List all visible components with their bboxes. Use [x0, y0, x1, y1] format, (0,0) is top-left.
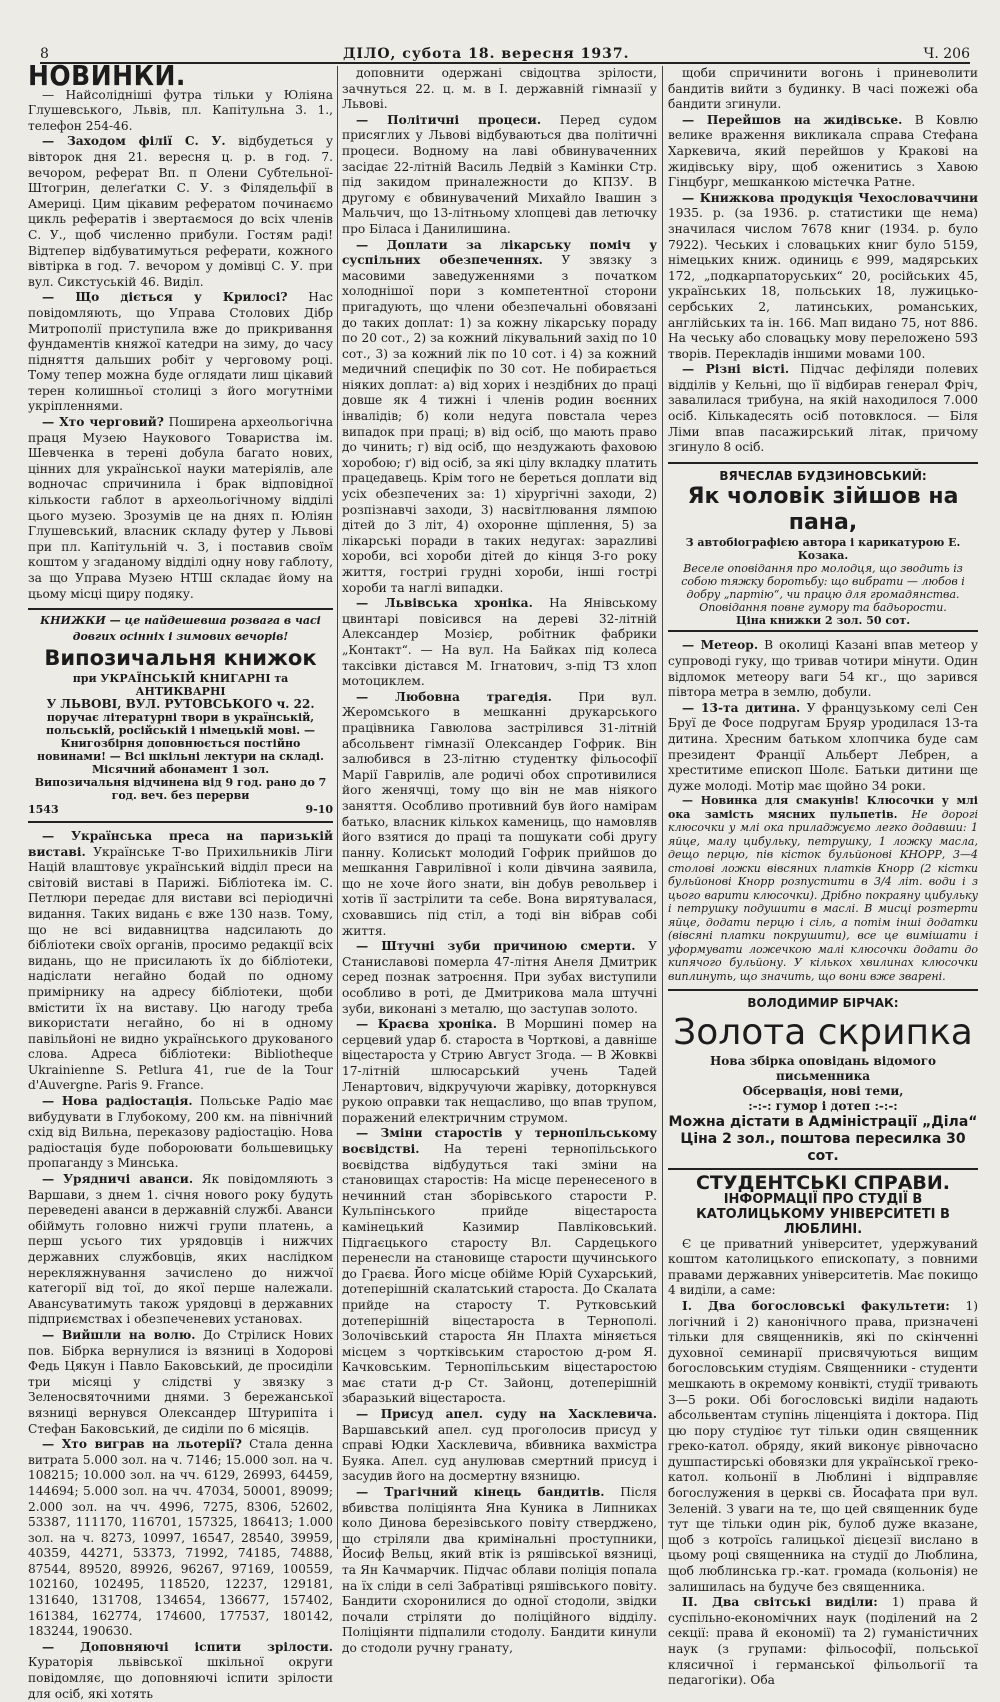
ad-tagline: КНИЖКИ — це найдешевша розвага в часі довгих осінніх і зимових вечорів! — [40, 614, 321, 643]
news-item: — Доповняючі іспити зрілости. Кураторія львівської шкільної округи повідомляє, що доповняючі іспити зрілости для осіб, які хотять — [28, 1639, 333, 1701]
fiddle-sub: Обсервація, нові теми, — [742, 1083, 904, 1098]
news-item: — Найсолідніші футра тільки у Юліяна Глушевського, Львів, пл. Капітульна 3. 1., телефон 254-46. — [28, 87, 333, 133]
fiddle-title: Золота скрипка — [673, 1011, 973, 1053]
fiddle-advertisement — [668, 989, 978, 1170]
news-item: доповнити одержані свідоцтва зрілости, зачнуться 22. ц. м. в I. державній гімназії у Львові. — [342, 66, 657, 112]
news-item: — 13-та дитина. У французькому селі Сен Бруї де Фосе подругам Бруяр уродилася 13-та дитина. Хресним батьком хлопчика буде сам президент Франції Альберт Лебрен, а хреститиме епископ Шолє. Батьки дитини ще дуже молоді. Мотір має щойно 34 роки. — [668, 700, 978, 793]
fiddle-price: Ціна 2 зол., поштова пересилка 30 сот. — [680, 1130, 966, 1164]
news-item: — Трагічний кінець бандитів. Після вбивства поліціянта Яна Куника в Липниках коло Динова березівського повіту стверджено, що стріляли два кримінальні проступники, Йосиф Вельц, який втік із ряшівської вязниці, та Ян Качмарчик. Підчас облави поліція попала на їх сліди в селі Забратівці ряшівського повіту. Бандити схоронилися до одної стодоли, звідки почали стріляти до поліційного відділу. Поліціянти підпалили стодолу. Бандити кинули до стодоли ручну гранату, — [342, 1485, 658, 1655]
book-description: Веселе оповідання про молодця, що зводить із собою тяжку боротьбу: що вибрати — любов і добру „партію“, чи працю для громадянства. Оповідання повне гумору та бадьорости. — [681, 562, 965, 615]
news-item: — Краєва хроніка. В Моршині помер на серцевий удар б. староста в Чорткові, а давніше віцестароста у Стрию Август Згода. — В Жовкві 17-літній шлюсарський учень Тадей Ленартович, відкручуючи жарівку, доторкнувся рукою оправки так нещасливо, що впав трупом, поражений електричним струмом. — [342, 1017, 658, 1125]
news-item: — Українська преса на паризькій виставі. Українське Т-во Прихильників Ліги Націй влаштовує український відділ преси на світовій виставі в Парижі. Бібліотека ім. С. Петлюри передає для вистави всі періодичні видання. Таких видань є вже 130 назв. Тому, що не всі видавництва надсилають до бібліотеки своїх органів, просимо редакції всіх видань, що не присилають їх до бібліотеки, надіслати негайно бодай по одному примірнику на адресу бібліотеки, щоби вмістити їх на виставу. Цю нагоду треба використати негайно, бо ні в одному павільйоні не видно українського друкованого слова. Адреса бібліотеки: Bibliotheque Ukrainienne S. Petlura 41, rue de la Tour d'Auvergne. Paris 9. France. — [28, 828, 334, 1093]
news-item: Є це приватний університет, удержуваний коштом католицького епископату, з повними правами державних університетів. Має покищо 4 виділи, а саме: — [668, 1236, 978, 1298]
news-item: II. Два світські виділи: 1) права й суспільно-економічних наук (поділений на 2 секції: права й економії) та 2) гуманістичних наук (з групами: фільософії, польської клясичної і германської фільольогії та педагогіки). Оба — [668, 1595, 979, 1688]
news-item: — Нова радіостація. Польське Радіо має вибудувати в Глубокому, 200 км. на північний схід від Вильна, переказову радіостацію. Нова радіостація буде побороювати большевицьку пропаганду з Минська. — [28, 1094, 334, 1171]
news-item: — Перейшов на жидівське. В Ковлю велике враження викликала справа Стефана Харкевича, який перейшов у Кракові на жидівську віру, щоб оженитись з Хавою Гінцбург, мешканкою містечка Ратне. — [668, 112, 978, 190]
student-section-title: СТУДЕНТСЬКІ СПРАВИ. — [695, 1171, 951, 1194]
ad-code: 9-10 — [305, 803, 333, 817]
ad-abonement: Місячний абонамент 1 зол. — [91, 763, 270, 777]
book-advertisement — [668, 462, 978, 633]
news-item: щоби спричинити вогонь і приневолити бандитів вийти з будинку. В часі пожежі оба бандити згинули. — [668, 66, 978, 112]
news-item: — Різні вісті. Підчас дефіляди полевих відділів у Кельні, що її відбирав генерал Фріч, завалилася трибуна, на якій находилося 7.000 осіб. Кількадесять осіб потовклося. — Біля Ліми впав пасажирський літак, причому згинуло 8 осіб. — [668, 362, 978, 455]
student-section-subtitle: ІНФОРМАЦІЇ ПРО СТУДІЇ В КАТОЛИЦЬКОМУ УНІВЕРСИТЕТІ В ЛЮБЛИНІ. — [696, 1191, 950, 1237]
column-3 — [668, 66, 979, 1688]
news-item: — Вийшли на волю. До Стрілиск Нових пов. Бібрка вернулися із вязниці в Ходорові Федь Цякун і Павло Баковський, де просиділи три місяці у слідстві у звязку з Зеленосвяточними днями. З бережанської вязниці вернувся Олександер Штурипіта і Стефан Баковський, де сиділи по 6 місяців. — [28, 1327, 333, 1436]
book-subtitle: З автобіографією автора і карикатурою Е. Козака. — [685, 536, 961, 563]
column-2 — [342, 66, 658, 1655]
section-title-novynky: НОВИНКИ. — [28, 59, 186, 92]
news-item: — Книжкова продукція Чехословаччини 1935. р. (за 1936. р. статистики ще нема) значилася числом 7678 книг (1934. р. було 7922). Чеських і словацьких книг було 5159, німецьких книж. одиниць є 999, мадярських 172, „подкарпаторуських“ 20, російських 45, українських 18, польських 18, лужицько-сербських 2, латинських, романських, англійських та ін. 166. Мап видано 75, нот 886. На чеську або словацьку мову переложено 593 творів. Перекладів іншими мовами 100. — [668, 190, 978, 361]
ad-code: 1543 — [28, 803, 59, 817]
fiddle-sub: :-:-: гумор і дотеп :-:-: — [748, 1098, 898, 1113]
recipe-item: — Новинка для смакунів! Клюсочки у млі ока замість мясних пульпетів. Не дорогі клюсочки у млі ока приладжуємо легко додавши: 1 яйце, малу цибульку, петрушку, 1 ложку масла, дещо перцю, пів кісток бульйонові КНОРР, 3—4 столові ложки вівсяних платків Кнорр (2 кістки бульйонові Кнорр розпустити в 3/4 літ. води і з цього варити клюсочки). Дрібно покраяну цибульку і петрушку подушити в маслі. В мисці розтерти яйце, додати перцю і сіль, а потім інші додатки (вівсяні платки покрушити), все це вимішати і уформувати ложечкою малі клюсочки додати до кипячого бульйону. У кількох хвилинах клюсочки виплинуть, що значить, що вони вже зварені. — [668, 794, 978, 983]
masthead-date: ДІЛО, субота 18. вересня 1937. — [342, 46, 630, 62]
news-item: — Метеор. В околиці Казані впав метеор у супроводі гуку, що тривав чотири мінути. Один відломок метеору ваги 54 кг., що зарився півтора метра в землю, добули. — [668, 638, 979, 700]
news-item: — Штучні зуби причиною смерти. У Станиславові померла 47-літня Анеля Дмитрик серед познак затроєння. При зубах виступили особливо в роті, де Дмитрикова мала штучні зуби, виконані з металю, що заступав золото. — [342, 939, 658, 1016]
news-item: — Хто виграв на льотерії? Стала денна витрата 5.000 зол. на ч. 7146; 15.000 зол. на ч. 108215; 10.000 зол. на чч. 6129, 26993, 64459, 144694; 5.000 зол. на чч. 47034, 50001, 89099; 2.000 зол. на чч. 4996, 7275, 8306, 52602, 53387, 111170, 116701, 157325, 186413; 1.000 зол. на ч. 8273, 10997, 16547, 28540, 39959, 40359, 44271, 53373, 71992, 74185, 74888, 87544, 89520, 89926, 96267, 97169, 100559, 102160, 102495, 118520, 12237, 129181, 131640, 131708, 134654, 136677, 157402, 161384, 162774, 174600, 177537, 180142, 183244, 190630. — [28, 1437, 334, 1639]
news-item: I. Два богословські факультети: 1) логічний і 2) канонічного права, призначені тільки для священників, які по скінченні духовної семинарії присвячуються вищим богословським студіям. Священники - студенти мешкають в окремому конвікті, студії тривають 3—5 роки. Обі богословські виділи надають абсольвентам ступінь ліценціята і доктора. Під цю пору студіює тут тільки один священник греко-катол. обряду, який виконує рівночасно душпастирські обовязки для української греко-катол. кольонії в Люблині і відправляє богослужения в церкві св. Йосафата при вул. Зеленій. З уваги на те, що цей священник буде тут ще тільки один рік, булоб дуже вказане, щоб з котроїсь галицької дієцезії вислано в цьому році священника на студії до Люблина, щоб люблинська гр.-кат. громада (кольонія) не залишилась на будуче без священника. — [668, 1298, 979, 1594]
news-item: — Заходом філії С. У. відбудеться у вівторок дня 21. вересня ц. р. в год. 7. вечором, реферат Вп. п Олени Субтельної-Штогрин, делеґатки С. У. з Філядельфії в Америці. Цим цікавим рефератом починаємо цикль рефератів і звертаємося до всіх членів С. У., щоб численно прибули. Гостям раді! Відтепер відбуватимуться реферати, кожного вівтірка в год. 7. вечором у домівці С. У. при вул. Сикстуській 46. Виділ. — [28, 134, 333, 289]
ad-hours: Випозичальня відчинена від 9 год. рано до 7 год. веч. без перерви — [34, 776, 327, 803]
ad-title: Випозичальня книжок — [44, 646, 317, 671]
book-title: Як чоловік зійшов на пана, — [687, 484, 959, 536]
news-item: — Любовна трагедія. При вул. Жеромського в мешканні друкарського працівника Гавюлова застрілився 31-літній абсольвент гімназії Олександер Гофрик. Він залюбився в 23-літню студентку фільософії Марії Гаврилів, але родичі обох спротивилися його женячці, тому що він не мав ніякого заняття. Особливо противний був його намірам батько, власник кількох камениць, що намовляв його взятися до праці та пошукати собі другу панну. Колиськт молодий Гофрик прийшов до мешкання Гаврилівної і коли дівчина заявила, що не хоче його знати, він добув револьвер і хотів її застрілити та себе. Вона вирятувалася, сховавшись під стіл, а тоді він вібрав собі життя. — [342, 689, 658, 938]
book-price: Ціна книжки 2 зол. 50 сот. — [735, 614, 911, 628]
issue-number: Ч. 206 — [923, 46, 970, 62]
library-advertisement — [28, 608, 333, 823]
ad-address: У ЛЬВОВІ, ВУЛ. РУТОВСЬКОГО ч. 22. — [46, 697, 315, 712]
news-item: — Доплати за лікарську поміч у суспільних обезпеченнях. У звязку з масовими заведуженнями з початком холоднішої пори з компетентної сторони пригадують, що члени обезпечальні обовязані до таких доплат: 1) за кожну лікарську пораду по 20 сот., 2) за кожний лікувальний захід по 10 сот., 3) за кожний лік по 10 сот. і 4) за кожний медичний специфік по 30 сот. Не побирається ніяких доплат: а) від хорих і нездібних до праці довше як 4 тижні і членів родин воєнних інвалідів; б) коли недуга повстала через випадок при праці; в) від осіб, що мають право до чинить; г) від осіб, що нездужають фаховою хоробою; ґ) від осіб, за які цілу вкладку платить працедавець. Крім того не береться доплати від усіх обезпечених за: 1) хірургічні заходи, 2) розпізнавчі заходи, 3) насвітлювання лямпою дітей до 3 літ, 4) охоронне щіплення, 5) за лікарські поради в таких недугах: зарazливі хороби, всі хороби дітей до кінця 3-го року життя, гостриі грудні хороби, інші гострі хороби та наглі випадки. — [342, 237, 657, 595]
book-author: ВЯЧЕСЛАВ БУДЗИНОВСЬКИЙ: — [719, 468, 927, 483]
ad-line: при УКРАЇНСЬКІЙ КНИГАРНІ та АНТИКВАРНІ — [72, 672, 289, 699]
news-item: — Львівська хроніка. На Янівському цвинтарі повісився на дереві 32-літній Александер Мозієр, робітник фабрики „Контакт“. — На вул. На Байках під колеса таксівки дістався М. Ігнатович, з-під ТЗ хлоп мотоциклем. — [342, 596, 658, 689]
fiddle-author: ВОЛОДИМИР БІРЧАК: — [747, 996, 899, 1011]
ad-body: поручає літературні твори в українській, польській, російській і німецькій мові. — Книгозбірня доповнюється постійно новинами! — Всі шкільні лектури на складі. — [37, 711, 324, 764]
fiddle-sub: Нова збірка оповідань відомого письменника — [709, 1053, 937, 1083]
news-item: — Що діється у Крилосі? Нас повідомляють, що Управа Столових Дібр Митрополії приступила вже до прикривання фундаментів княжої катедри на зиму, до часу підняття дальших робіт у черговому році. Тому тепер можна буде оглядати лиш цікавий терен колишньої столиці з його могутніми укріпленнями. — [28, 290, 334, 414]
news-item: — Присуд апел. суду на Хасклевича. Варшавський апел. суд проголосив присуд у справі Юдки Хасклевича, вбивника вахмістра Буяка. Апел. суд анулював смертний присуд і засудив його на досмертну вязницю. — [342, 1407, 657, 1484]
news-item: — Політичні процеси. Перед судом присяглих у Львові відбуваються два політичні процеси. Водному на лаві обвинуваченних засідає 22-літній Василь Ледвій з Камінки Стр. під закидом приналежности до КПЗУ. В другому є обвинувачений Михайло Івашин з Мальчич, що 13-літньому хлопцеві дав летючку про Біласа і Данилишина. — [342, 112, 657, 236]
column-1 — [28, 59, 334, 1701]
page-number: 8 — [40, 46, 49, 62]
news-item: — Урядничі аванси. Як повідомляють з Варшави, з днем 1. січня нового року будуть переведені аванси в державній службі. Аванси обіймуть головно нижчі групи платень, а перш усього тих урядовців і нижчих державних службовців, яких наслідком нерекляжнування зачислено до нижчої категорії від тої, до якої перше належали. Авансуватимуть також урядовці в державних підприємствах і обезпеченевих установах. — [28, 1172, 334, 1327]
column-rule-2 — [662, 66, 663, 1549]
column-rule-1 — [337, 66, 338, 1549]
fiddle-where: Можна дістати в Адміністрації „Діла“ — [668, 1113, 978, 1130]
news-item: — Хто черговий? Поширена археольогічна праця Музею Наукового Товариства ім. Шевченка в терені добула багато нових, цінних для української науки матеріялів, але водночас спричинила і брак відповідної кількости габлот в археольогічному відділі цього музею. Зрозумів це на днях п. Юліян Глушевський, власник складу футер у Львові при пл. Капітульній ч. 3, і поставив своїм коштом у згаданому відділі одну нову габлоту, за що Управа Музею НТШ складає йому на цьому місці щиру подяку. — [28, 415, 333, 601]
news-item: — Зміни старостів у тернопільському воєвідстві. На терені тернопільського воєвідства відбудуться такі зміни на становищах старостів: На місце перенесеного в нечинний стан зборівського старости Р. Кульпінського прийде віцестароста камінецький Казимир Павліковський. Підгаєцького старосту Вл. Сардецького перенесли на становище старости щучинського до Граєва. Його місце обійме Юрій Сухарський, дотеперішній скалатський староста. До Скалата прийде на старосту Т. Рутковський дотеперішній віцестароста в Тернополі. Золочівський староста Ян Плахта міняється місцем з чортківським старостою д-ром Я. Качковським. Тернопільським віцестаростою має стати д-р Ст. Зайонц, дотеперішній збаразький віцестароста. — [342, 1126, 657, 1406]
